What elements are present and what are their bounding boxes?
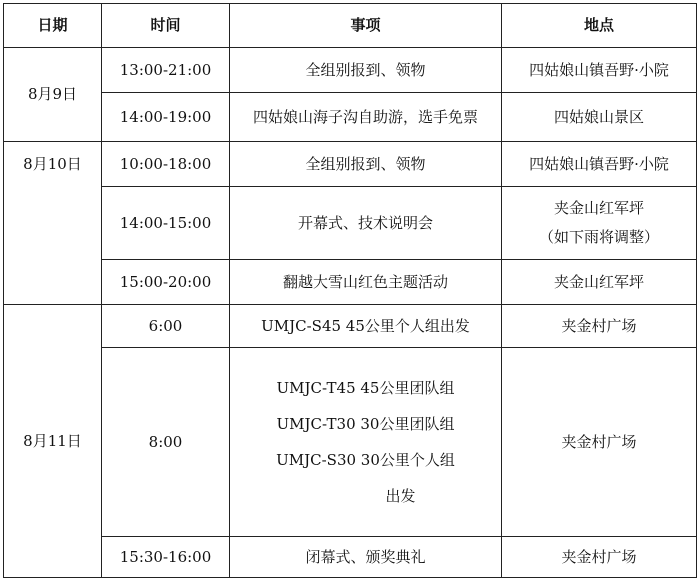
item-line: UMJC-T45 45公里团队组 (276, 379, 455, 397)
time-cell: 15:30-16:00 (102, 537, 230, 578)
item-cell (230, 187, 502, 260)
place-cell (502, 187, 697, 260)
table-row (4, 187, 697, 260)
place-line: 四姑娘山镇吾野·小院 (529, 60, 669, 79)
item-line: 开幕式、技术说明会 (297, 213, 433, 232)
place-line: 夹金村广场 (561, 547, 637, 566)
table-row (4, 537, 697, 578)
time-cell: 15:00-20:00 (102, 260, 230, 305)
item-cell (230, 305, 502, 348)
table-row (4, 93, 697, 142)
table-row (4, 48, 697, 93)
item-cell (230, 348, 502, 537)
item-cell (230, 142, 502, 187)
item-line: 出发 (385, 487, 416, 505)
date-cell: 8月11日 (4, 305, 102, 578)
place-line: 夹金村广场 (561, 316, 637, 335)
time-cell: 14:00-19:00 (102, 93, 230, 142)
item-line: 四姑娘山海子沟自助游，选手免票 (252, 107, 478, 126)
place-cell (502, 48, 697, 93)
item-line: UMJC-S30 30公里个人组 (276, 451, 455, 469)
table-row (4, 142, 697, 187)
place-cell (502, 537, 697, 578)
date-cell: 8月9日 (4, 48, 102, 142)
header-row (4, 4, 697, 48)
header-date: 日期 (4, 4, 102, 48)
time-cell: 14:00-15:00 (102, 187, 230, 260)
place-line: 夹金村广场 (561, 432, 637, 451)
item-line: UMJC-S45 45公里个人组出发 (261, 316, 470, 335)
schedule-table (3, 3, 697, 578)
header-place: 地点 (502, 4, 697, 48)
item-cell (230, 260, 502, 305)
place-line: 夹金山红军坪 (553, 272, 644, 291)
item-line: 全组别报到、领物 (305, 154, 426, 173)
time-cell: 8:00 (102, 348, 230, 537)
time-cell: 10:00-18:00 (102, 142, 230, 187)
header-time: 时间 (102, 4, 230, 48)
date-cell: 8月10日 (4, 142, 102, 305)
place-cell (502, 348, 697, 537)
place-cell (502, 142, 697, 187)
place-note: （如下雨将调整） (538, 228, 659, 246)
item-cell (230, 93, 502, 142)
item-cell (230, 537, 502, 578)
place-cell (502, 93, 697, 142)
item-line: 闭幕式、颁奖典礼 (305, 547, 426, 566)
table-row (4, 305, 697, 348)
item-line: 翻越大雪山红色主题活动 (282, 272, 448, 291)
item-line: UMJC-T30 30公里团队组 (276, 415, 455, 433)
item-line: 全组别报到、领物 (305, 60, 426, 79)
time-cell: 13:00-21:00 (102, 48, 230, 93)
place-line: 夹金山红军坪 (553, 199, 644, 217)
place-cell (502, 305, 697, 348)
time-cell: 6:00 (102, 305, 230, 348)
header-item: 事项 (230, 4, 502, 48)
place-cell (502, 260, 697, 305)
table-row (4, 348, 697, 537)
place-line: 四姑娘山景区 (553, 107, 644, 126)
item-cell (230, 48, 502, 93)
table-row (4, 260, 697, 305)
place-line: 四姑娘山镇吾野·小院 (529, 154, 669, 173)
